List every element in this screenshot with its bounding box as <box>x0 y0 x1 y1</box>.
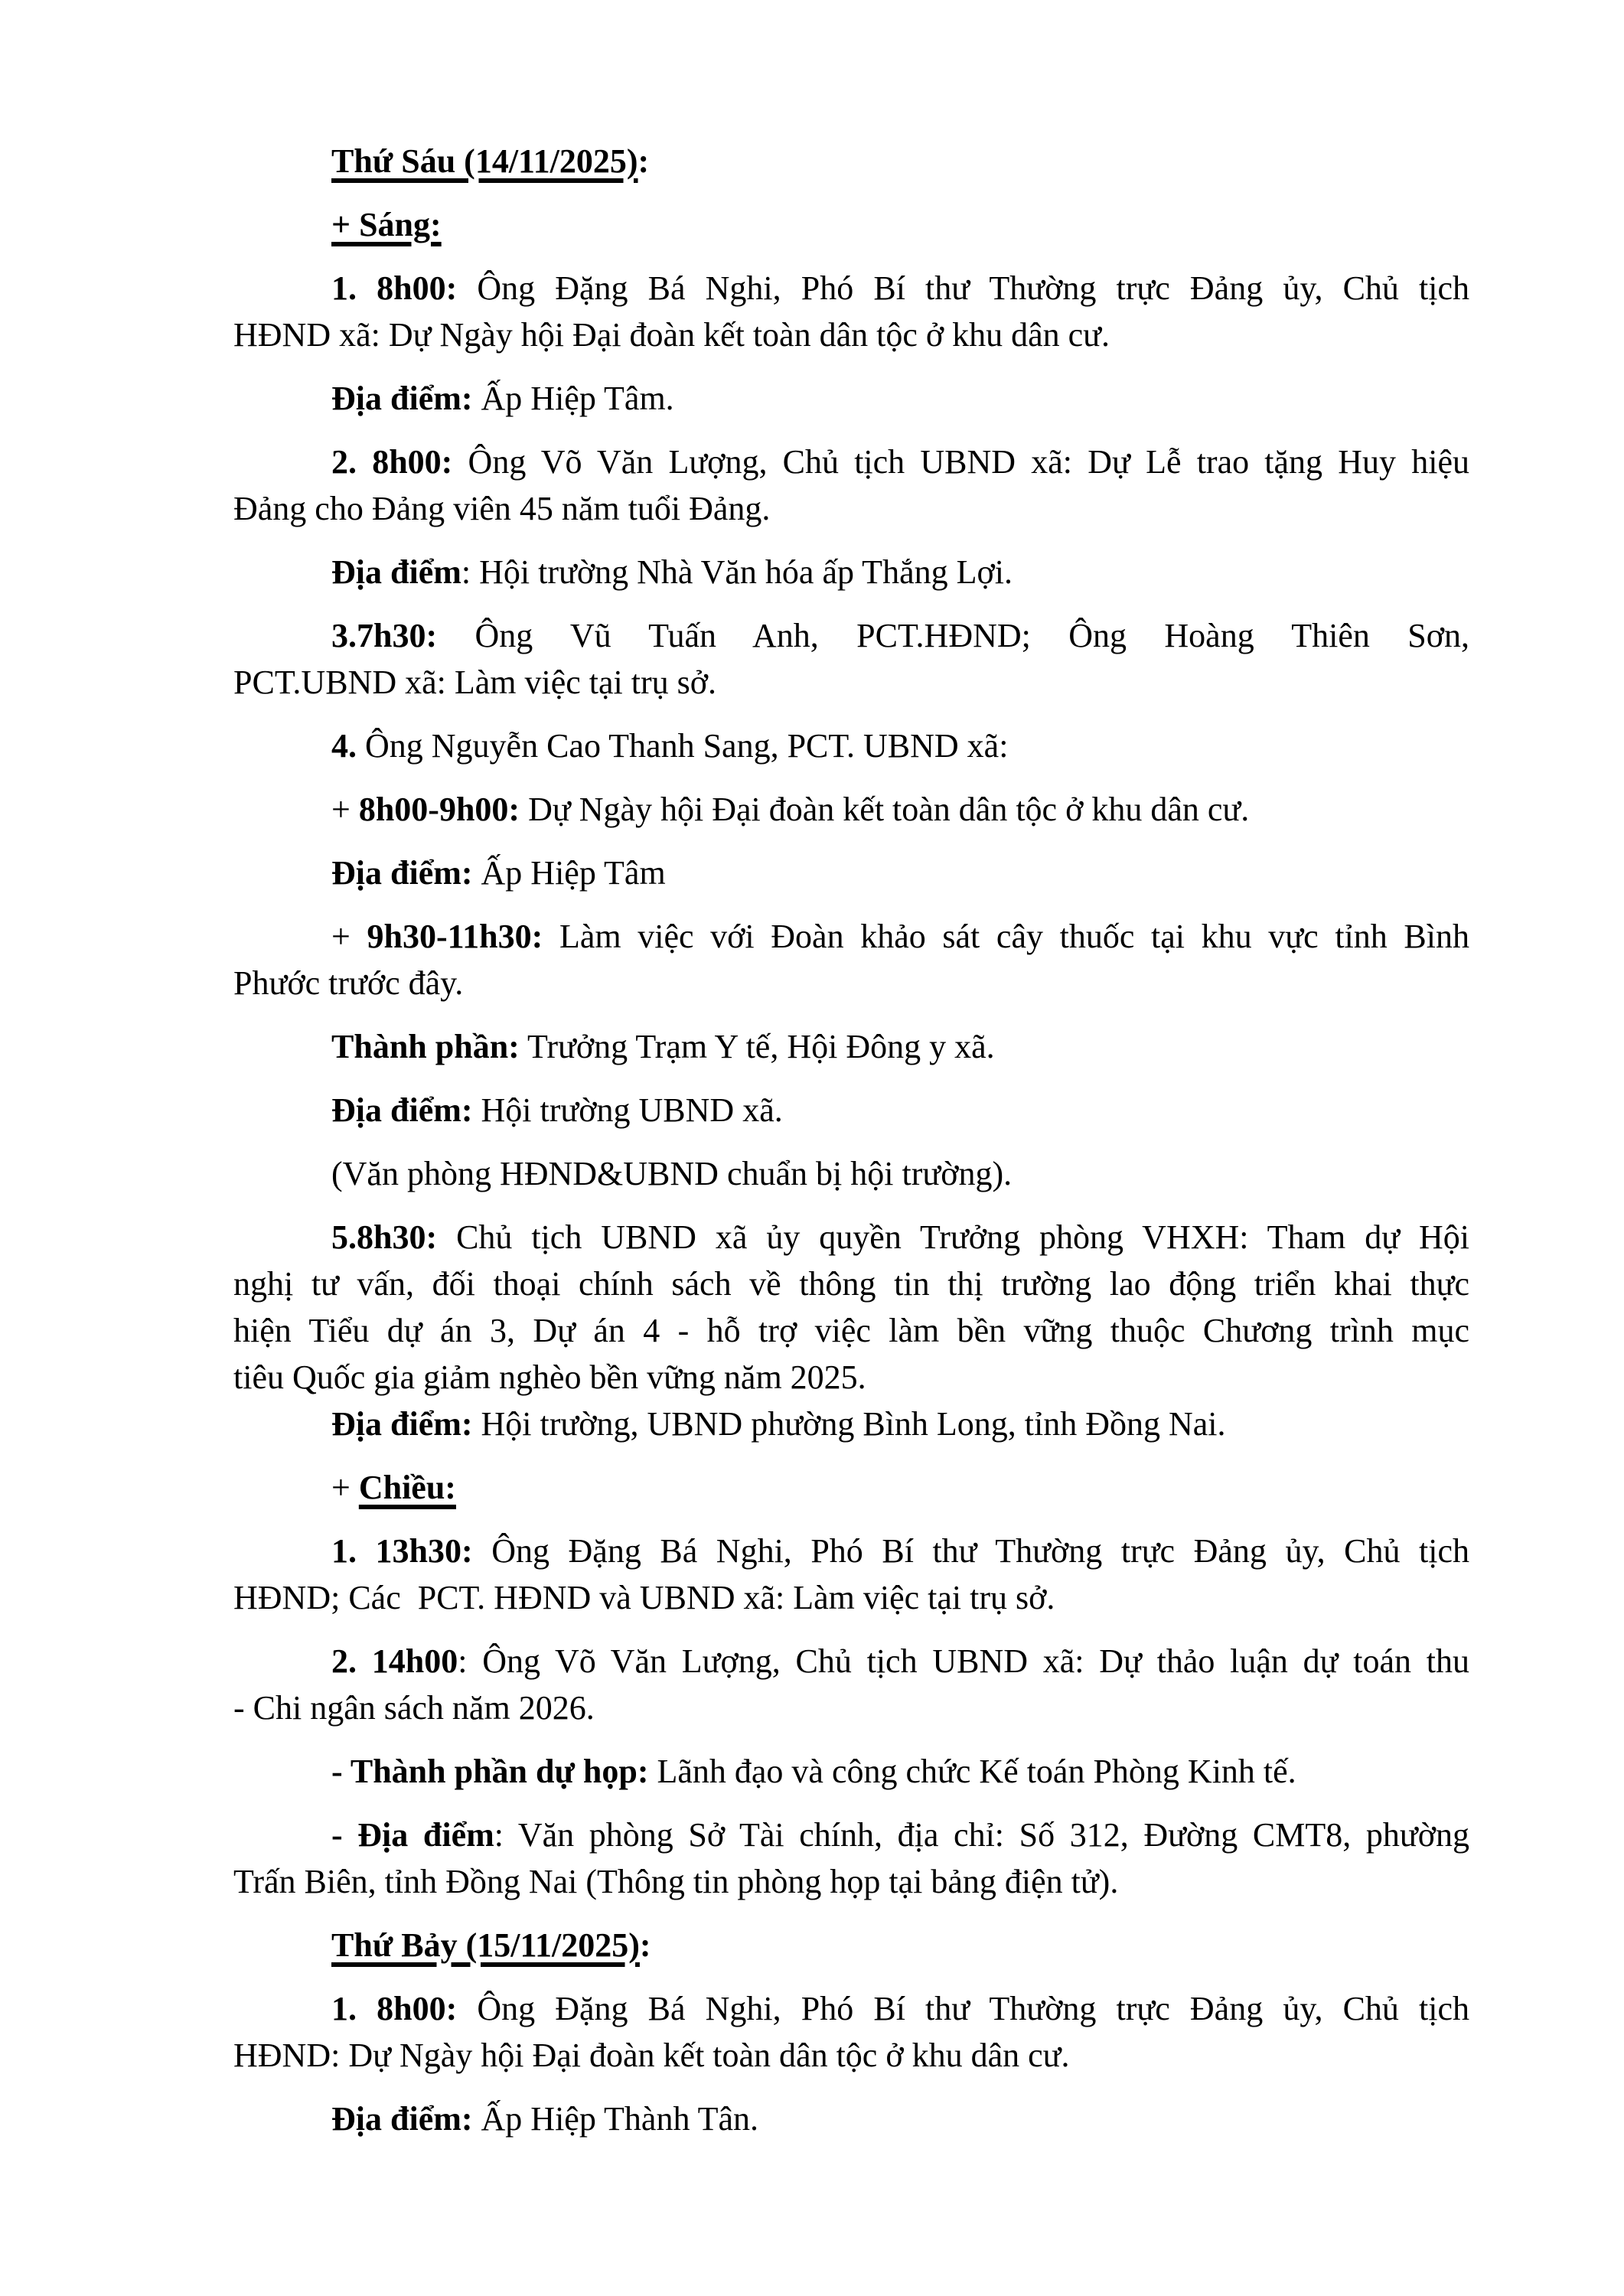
text-run: Trưởng Trạm Y tế, Hội Đông y xã. <box>519 1028 995 1065</box>
text-run: + <box>331 1469 359 1506</box>
bold-label: 1. 8h00: <box>331 1990 458 2027</box>
text-line <box>233 1985 1469 2032</box>
text-run: (Văn phòng HĐND&UBND chuẩn bị hội trường). <box>331 1155 1013 1192</box>
location-5 <box>233 1401 1469 1447</box>
bold-label: - Địa điểm <box>331 1816 494 1854</box>
text-line <box>233 913 1469 960</box>
text-run: tiêu Quốc gia giảm nghèo bền vững năm 2025. <box>233 1358 866 1396</box>
bold-label: 1. 13h30: <box>331 1532 473 1570</box>
underlined-text: + Sáng: <box>331 206 442 243</box>
text-run: : Ông Võ Văn Lượng, Chủ tịch UBND xã: Dự thảo luận dự toán thu <box>458 1642 1469 1680</box>
underlined-text: Thứ Bảy (15/11/2025) <box>331 1926 640 1964</box>
text-line <box>233 265 1469 311</box>
bold-label: 9h30-11h30: <box>367 918 543 955</box>
text-line <box>233 1812 1469 1858</box>
text-line <box>233 1574 1469 1621</box>
document-content <box>233 138 1469 2159</box>
participants-2 <box>233 1748 1469 1795</box>
participants-1 <box>233 1023 1469 1070</box>
text-run: Hội trường UBND xã. <box>472 1091 783 1129</box>
text-run: Ông Vũ Tuấn Anh, PCT.HĐND; Ông Hoàng Thiên Sơn, <box>437 617 1469 654</box>
location-6 <box>233 1812 1469 1905</box>
text-run: Ấp Hiệp Thành Tân. <box>472 2100 759 2138</box>
text-run: - Chi ngân sách năm 2026. <box>233 1689 595 1727</box>
bold-label: Địa điểm: <box>331 1091 473 1129</box>
text-line <box>233 1528 1469 1574</box>
item-3-morning <box>233 612 1469 706</box>
text-line <box>233 786 1469 833</box>
text-run: Lãnh đạo và công chức Kế toán Phòng Kinh tế. <box>648 1753 1296 1790</box>
item-4-slot-2 <box>233 913 1469 1006</box>
text-run: : Văn phòng Sở Tài chính, địa chỉ: Số 312, Đường CMT8, phường <box>494 1816 1469 1854</box>
text-line <box>233 138 1469 184</box>
text-run: Phước trước đây. <box>233 964 464 1002</box>
text-line <box>233 960 1469 1006</box>
underlined-text: Thứ Sáu (14/11/2025) <box>331 142 638 180</box>
bold-label: : <box>639 1926 651 1964</box>
text-line <box>233 659 1469 706</box>
text-run: Dự Ngày hội Đại đoàn kết toàn dân tộc ở khu dân cư. <box>520 791 1250 828</box>
text-run: nghị tư vấn, đối thoại chính sách về thông tin thị trường lao động triển khai thực <box>233 1265 1469 1303</box>
text-run: Chủ tịch UBND xã ủy quyền Trưởng phòng VHXH: Tham dự Hội <box>437 1218 1469 1256</box>
text-line <box>233 439 1469 485</box>
text-run: Trấn Biên, tỉnh Đồng Nai (Thông tin phòng họp tại bảng điện tử). <box>233 1863 1119 1900</box>
session-heading-afternoon <box>233 1464 1469 1511</box>
text-line <box>233 1748 1469 1795</box>
item-4-slot-1 <box>233 786 1469 833</box>
session-heading-morning <box>233 201 1469 248</box>
text-run: HĐND xã: Dự Ngày hội Đại đoàn kết toàn dân tộc ở khu dân cư. <box>233 316 1110 354</box>
bold-label: 3.7h30: <box>331 617 438 654</box>
item-1-saturday <box>233 1985 1469 2079</box>
text-run: Ông Đặng Bá Nghi, Phó Bí thư Thường trực Đảng ủy, Chủ tịch <box>457 269 1470 307</box>
text-run: Hội trường, UBND phường Bình Long, tỉnh Đồng Nai. <box>472 1405 1226 1443</box>
text-run: PCT.UBND xã: Làm việc tại trụ sở. <box>233 664 717 701</box>
bold-label: Địa điểm: <box>331 380 473 417</box>
text-run: + <box>331 918 367 955</box>
text-line <box>233 722 1469 769</box>
text-run: Ông Đặng Bá Nghi, Phó Bí thư Thường trực Đảng ủy, Chủ tịch <box>457 1990 1470 2027</box>
bold-label: : <box>638 142 650 180</box>
item-2-afternoon <box>233 1638 1469 1731</box>
text-line <box>233 1922 1469 1968</box>
text-run: Ấp Hiệp Tâm <box>472 854 666 892</box>
bold-label: 2. 8h00: <box>331 443 453 481</box>
text-line <box>233 1261 1469 1307</box>
text-line <box>233 2032 1469 2079</box>
location-3 <box>233 850 1469 896</box>
text-run: Ông Nguyễn Cao Thanh Sang, PCT. UBND xã: <box>357 727 1009 765</box>
location-4 <box>233 1087 1469 1133</box>
bold-label: 1. 8h00: <box>331 269 458 307</box>
bold-label: 4. <box>331 727 357 765</box>
text-run: HĐND; Các PCT. HĐND và UBND xã: Làm việc tại trụ sở. <box>233 1579 1055 1616</box>
text-run: Đảng cho Đảng viên 45 năm tuổi Đảng. <box>233 490 771 527</box>
text-run: : Hội trường Nhà Văn hóa ấp Thắng Lợi. <box>461 553 1013 591</box>
note-preparation <box>233 1150 1469 1197</box>
bold-label: Địa điểm <box>331 553 461 591</box>
bold-label: 5.8h30: <box>331 1218 438 1256</box>
text-line <box>233 1023 1469 1070</box>
item-4-morning <box>233 722 1469 769</box>
item-1-morning <box>233 265 1469 358</box>
text-line <box>233 1638 1469 1684</box>
text-run: hiện Tiểu dự án 3, Dự án 4 - hỗ trợ việc làm bền vững thuộc Chương trình mục <box>233 1312 1469 1349</box>
day-heading-saturday <box>233 1922 1469 1968</box>
text-line <box>233 612 1469 659</box>
text-line <box>233 1464 1469 1511</box>
text-line <box>233 549 1469 595</box>
text-line <box>233 201 1469 248</box>
bold-label: Địa điểm: <box>331 1405 473 1443</box>
bold-label: Địa điểm: <box>331 854 473 892</box>
text-line <box>233 1150 1469 1197</box>
text-line <box>233 2095 1469 2142</box>
underlined-text: Chiều: <box>358 1469 456 1506</box>
text-run: Ông Võ Văn Lượng, Chủ tịch UBND xã: Dự Lễ trao tặng Huy hiệu <box>452 443 1470 481</box>
text-line <box>233 1307 1469 1354</box>
text-run: + <box>331 791 359 828</box>
location-7 <box>233 2095 1469 2142</box>
text-line <box>233 1087 1469 1133</box>
text-run: Ông Đặng Bá Nghi, Phó Bí thư Thường trực Đảng ủy, Chủ tịch <box>472 1532 1470 1570</box>
item-5-morning <box>233 1214 1469 1401</box>
text-line <box>233 485 1469 532</box>
day-heading-friday <box>233 138 1469 184</box>
text-line <box>233 1354 1469 1401</box>
location-1 <box>233 375 1469 422</box>
text-line <box>233 1401 1469 1447</box>
location-2 <box>233 549 1469 595</box>
item-1-afternoon <box>233 1528 1469 1621</box>
text-run: HĐND: Dự Ngày hội Đại đoàn kết toàn dân tộc ở khu dân cư. <box>233 2037 1070 2074</box>
bold-label: - Thành phần dự họp: <box>331 1753 649 1790</box>
text-line <box>233 375 1469 422</box>
text-line <box>233 1858 1469 1905</box>
text-line <box>233 850 1469 896</box>
bold-label: Thành phần: <box>331 1028 520 1065</box>
item-2-morning <box>233 439 1469 532</box>
text-line <box>233 311 1469 358</box>
text-line <box>233 1684 1469 1731</box>
text-run: Làm việc với Đoàn khảo sát cây thuốc tại khu vực tỉnh Bình <box>543 918 1469 955</box>
text-run: Ấp Hiệp Tâm. <box>472 380 674 417</box>
text-line <box>233 1214 1469 1261</box>
bold-label: 2. 14h00 <box>331 1642 458 1680</box>
bold-label: Địa điểm: <box>331 2100 473 2138</box>
bold-label: 8h00-9h00: <box>358 791 520 828</box>
